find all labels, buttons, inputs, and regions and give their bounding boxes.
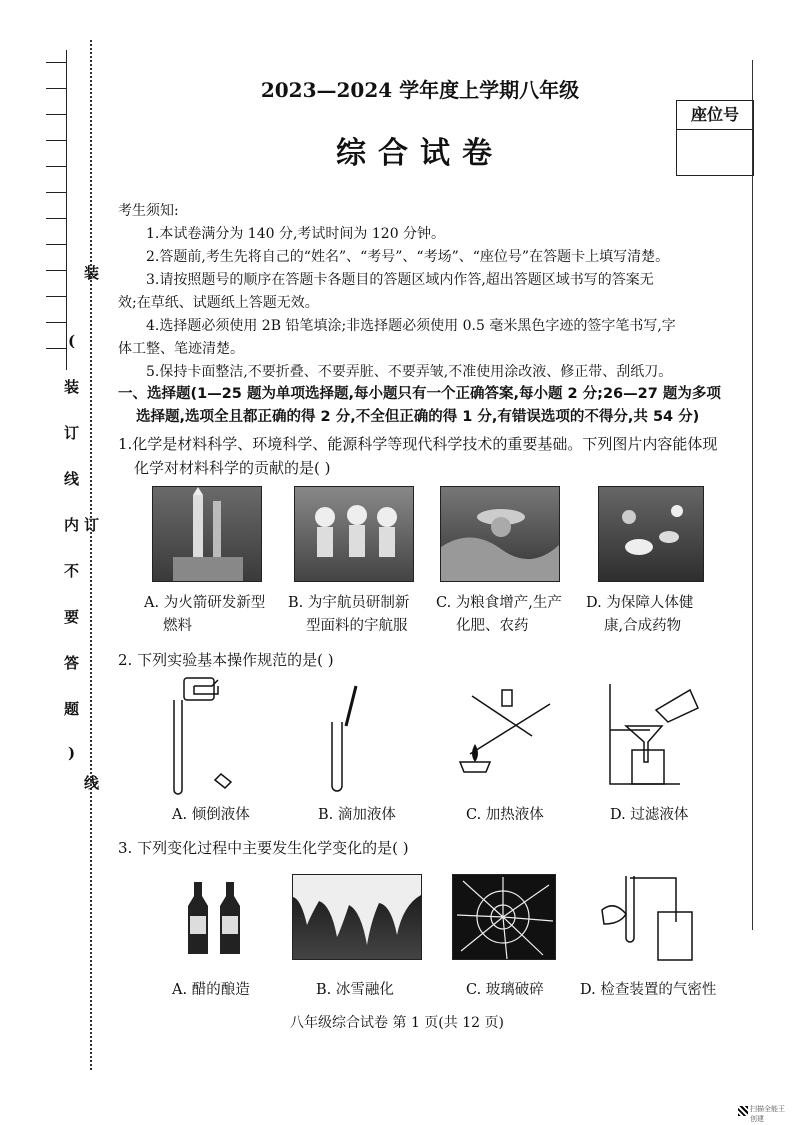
margin-rule bbox=[46, 348, 66, 349]
pouring-liquid-icon bbox=[160, 676, 250, 796]
binding-char: 线 bbox=[84, 774, 100, 792]
margin-ruler-line bbox=[66, 50, 67, 370]
binding-char: 不 bbox=[64, 562, 80, 580]
medicine-photo bbox=[598, 486, 704, 582]
margin-rule bbox=[46, 114, 66, 115]
margin-rule bbox=[46, 140, 66, 141]
binding-char: 要 bbox=[64, 608, 80, 626]
margin-rule bbox=[46, 218, 66, 219]
heating-liquid-icon bbox=[440, 684, 560, 784]
wheat-field-icon bbox=[441, 487, 559, 581]
melting-ice-photo bbox=[292, 874, 422, 960]
q1-option-a-line2: 燃料 bbox=[163, 618, 192, 634]
q1-option-d-line2: 康,合成药物 bbox=[604, 618, 682, 634]
qr-code-icon bbox=[738, 1106, 748, 1116]
binding-char: 装 bbox=[84, 264, 100, 282]
seat-number-box[interactable] bbox=[676, 100, 754, 176]
binding-char: 装 bbox=[64, 378, 80, 396]
q1-option-c-line2: 化肥、农药 bbox=[456, 618, 529, 634]
margin-rule bbox=[46, 192, 66, 193]
q3-option-c[interactable]: C. 玻璃破碎 bbox=[466, 982, 544, 998]
binding-char: 订 bbox=[84, 516, 100, 534]
margin-rule bbox=[46, 270, 66, 271]
q3-option-b[interactable]: B. 冰雪融化 bbox=[316, 982, 394, 998]
binding-char: 内 bbox=[64, 516, 80, 534]
binding-char: 订 bbox=[64, 424, 80, 442]
page-footer: 八年级综合试卷 第 1 页(共 12 页) bbox=[290, 1015, 504, 1031]
notice-item: 4.选择题必须使用 2B 铅笔填涂;非选择题必须使用 0.5 毫米黑色字迹的签字笔书写,字 bbox=[146, 318, 676, 334]
page-edge-line bbox=[752, 60, 753, 930]
icicle-icon bbox=[293, 875, 421, 959]
margin-rule bbox=[46, 62, 66, 63]
section-heading: 一、选择题(1—25 题为单项选择题,每小题只有一个正确答案,每小题 2 分;26—27 题为多项 bbox=[118, 386, 721, 402]
q1-option-c-line1[interactable]: C. 为粮食增产,生产 bbox=[436, 595, 562, 611]
section-heading-cont: 选择题,选项全且都正确的得 2 分,不全但正确的得 1 分,有错误选项的不得分,共 54 分) bbox=[136, 409, 700, 425]
notice-item: 体工整、笔迹清楚。 bbox=[118, 341, 244, 357]
airtightness-apparatus-icon bbox=[596, 870, 706, 966]
margin-rule bbox=[46, 244, 66, 245]
margin-rule bbox=[46, 296, 66, 297]
rocket-icon bbox=[153, 487, 261, 581]
binding-char: ( bbox=[68, 332, 76, 350]
seat-number-label: 座位号 bbox=[677, 101, 753, 130]
notice-item: 1.本试卷满分为 140 分,考试时间为 120 分钟。 bbox=[146, 226, 446, 242]
question-2-stem: 2. 下列实验基本操作规范的是( ) bbox=[118, 651, 334, 669]
pills-icon bbox=[599, 487, 703, 581]
q1-option-a-line1[interactable]: A. 为火箭研发新型 bbox=[144, 595, 266, 611]
notice-item: 效;在草纸、试题纸上答题无效。 bbox=[118, 295, 319, 311]
q1-option-d-line1[interactable]: D. 为保障人体健 bbox=[586, 595, 694, 611]
margin-rule bbox=[46, 166, 66, 167]
broken-glass-photo bbox=[452, 874, 556, 960]
farmer-photo bbox=[440, 486, 560, 582]
binding-char: ) bbox=[68, 744, 76, 762]
q3-option-a[interactable]: A. 醋的酿造 bbox=[172, 982, 250, 998]
margin-rule bbox=[46, 88, 66, 89]
question-1-stem: 1.化学是材料科学、环境科学、能源科学等现代科学技术的重要基础。下列图片内容能体现 bbox=[118, 435, 718, 453]
q3-option-d[interactable]: D. 检查装置的气密性 bbox=[580, 982, 717, 998]
astronaut-icon bbox=[295, 487, 413, 581]
q2-option-b[interactable]: B. 滴加液体 bbox=[318, 807, 396, 823]
q1-option-b-line2: 型面料的宇航服 bbox=[306, 618, 408, 634]
binding-dotted-line bbox=[90, 40, 92, 1070]
binding-char: 线 bbox=[64, 470, 80, 488]
q2-option-c[interactable]: C. 加热液体 bbox=[466, 807, 544, 823]
q2-option-d[interactable]: D. 过滤液体 bbox=[610, 807, 689, 823]
q1-option-b-line1[interactable]: B. 为宇航员研制新 bbox=[288, 595, 410, 611]
notice-heading: 考生须知: bbox=[118, 203, 179, 219]
notice-item: 2.答题前,考生先将自己的“姓名”、“考号”、“考场”、“座位号”在答题卡上填写清楚。 bbox=[146, 249, 670, 265]
margin-rule bbox=[46, 322, 66, 323]
astronaut-photo bbox=[294, 486, 414, 582]
vinegar-bottles-icon bbox=[184, 878, 254, 958]
dropper-icon bbox=[322, 682, 372, 792]
exam-title: 2023—2024 学年度上学期八年级 bbox=[260, 78, 580, 102]
cracked-glass-icon bbox=[453, 875, 555, 959]
binding-char: 题 bbox=[64, 700, 80, 718]
scanner-watermark-caption: 扫描全能王 创建 bbox=[750, 1105, 785, 1123]
binding-char: 答 bbox=[64, 654, 80, 672]
question-1-stem-cont: 化学对材料科学的贡献的是( ) bbox=[134, 459, 331, 477]
exam-subtitle: 综合试卷 bbox=[336, 136, 504, 171]
notice-item: 3.请按照题号的顺序在答题卡各题目的答题区域内作答,超出答题区域书写的答案无 bbox=[146, 272, 654, 288]
notice-item: 5.保持卡面整洁,不要折叠、不要弄脏、不要弄皱,不准使用涂改液、修正带、刮纸刀。 bbox=[146, 364, 673, 380]
question-3-stem: 3. 下列变化过程中主要发生化学变化的是( ) bbox=[118, 839, 409, 857]
q2-option-a[interactable]: A. 倾倒液体 bbox=[172, 807, 250, 823]
filtration-icon bbox=[600, 680, 710, 790]
rocket-photo bbox=[152, 486, 262, 582]
